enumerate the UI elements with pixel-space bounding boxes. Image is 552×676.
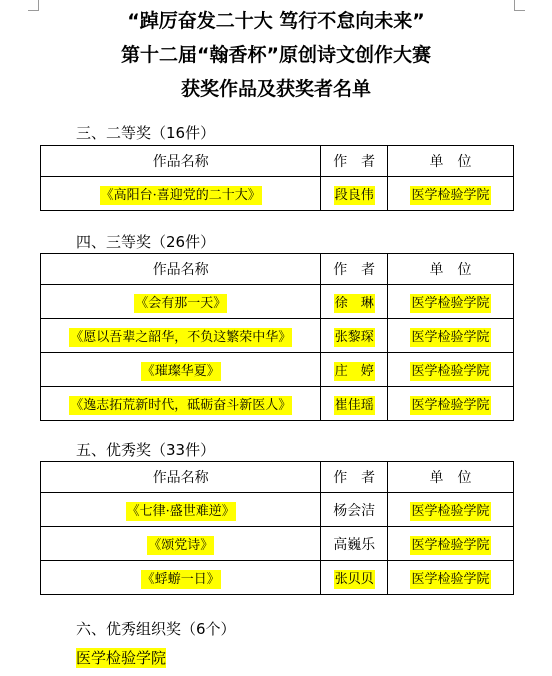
author-name: 杨会洁 (333, 502, 376, 519)
work-title: 《颂党诗》 (148, 538, 214, 553)
author-name: 庄 婷 (334, 364, 374, 379)
document-title-line-3: 获奖作品及获奖者名单 (180, 78, 371, 100)
unit-name: 医学检验学院 (411, 572, 490, 587)
table-row (41, 561, 514, 595)
author-name: 崔佳瑶 (334, 398, 374, 413)
work-title: 《蜉蝣一日》 (141, 572, 220, 587)
unit-name: 医学检验学院 (411, 538, 490, 553)
table-row (41, 285, 514, 319)
third-prize-table (40, 253, 514, 421)
header-work: 作品名称 (41, 254, 321, 285)
work-title: 《七律·盛世难逆》 (126, 504, 235, 519)
document-title-line-1: “踔厉奋发二十大 笃行不怠向未来” (127, 10, 425, 32)
author-name: 高巍乐 (333, 536, 376, 553)
header-work: 作品名称 (41, 462, 321, 493)
table-row (41, 527, 514, 561)
header-unit: 单 位 (388, 462, 514, 493)
unit-name: 医学检验学院 (411, 398, 490, 413)
section-heading-second-prize: 三、二等奖（16件） (76, 124, 216, 142)
second-prize-table (40, 145, 514, 211)
header-unit: 单 位 (388, 146, 514, 177)
table-row (41, 177, 514, 211)
header-unit: 单 位 (388, 254, 514, 285)
unit-name: 医学检验学院 (411, 296, 490, 311)
unit-name: 医学检验学院 (411, 330, 490, 345)
header-author: 作 者 (321, 254, 388, 285)
unit-name: 医学检验学院 (411, 504, 490, 519)
table-row (41, 387, 514, 421)
excellence-award-table (40, 461, 514, 595)
author-name: 张贝贝 (334, 572, 374, 587)
table-header-row (41, 146, 514, 177)
author-name: 张黎琛 (334, 330, 374, 345)
work-title: 《高阳台·喜迎党的二十大》 (100, 188, 261, 203)
header-author: 作 者 (321, 462, 388, 493)
table-header-row (41, 462, 514, 493)
work-title: 《璀璨华夏》 (141, 364, 220, 379)
unit-name: 医学检验学院 (411, 188, 490, 203)
table-row (41, 353, 514, 387)
document-title-line-2: 第十二届“翰香杯”原创诗文创作大赛 (121, 44, 431, 66)
table-header-row (41, 254, 514, 285)
header-work: 作品名称 (41, 146, 321, 177)
organization-award-winner: 医学检验学院 (76, 649, 167, 667)
work-title: 《会有那一天》 (135, 296, 227, 311)
section-heading-excellence-award: 五、优秀奖（33件） (76, 441, 216, 459)
author-name: 徐 琳 (334, 296, 374, 311)
header-author: 作 者 (321, 146, 388, 177)
table-row (41, 493, 514, 527)
author-name: 段良伟 (334, 188, 374, 203)
section-heading-third-prize: 四、三等奖（26件） (76, 233, 216, 251)
work-title: 《逸志拓荒新时代，砥砺奋斗新医人》 (70, 398, 292, 413)
table-row (41, 319, 514, 353)
work-title: 《愿以吾辈之韶华，不负这繁荣中华》 (70, 330, 292, 345)
section-heading-organization-award: 六、优秀组织奖（6个） (76, 620, 236, 638)
unit-name: 医学检验学院 (411, 364, 490, 379)
